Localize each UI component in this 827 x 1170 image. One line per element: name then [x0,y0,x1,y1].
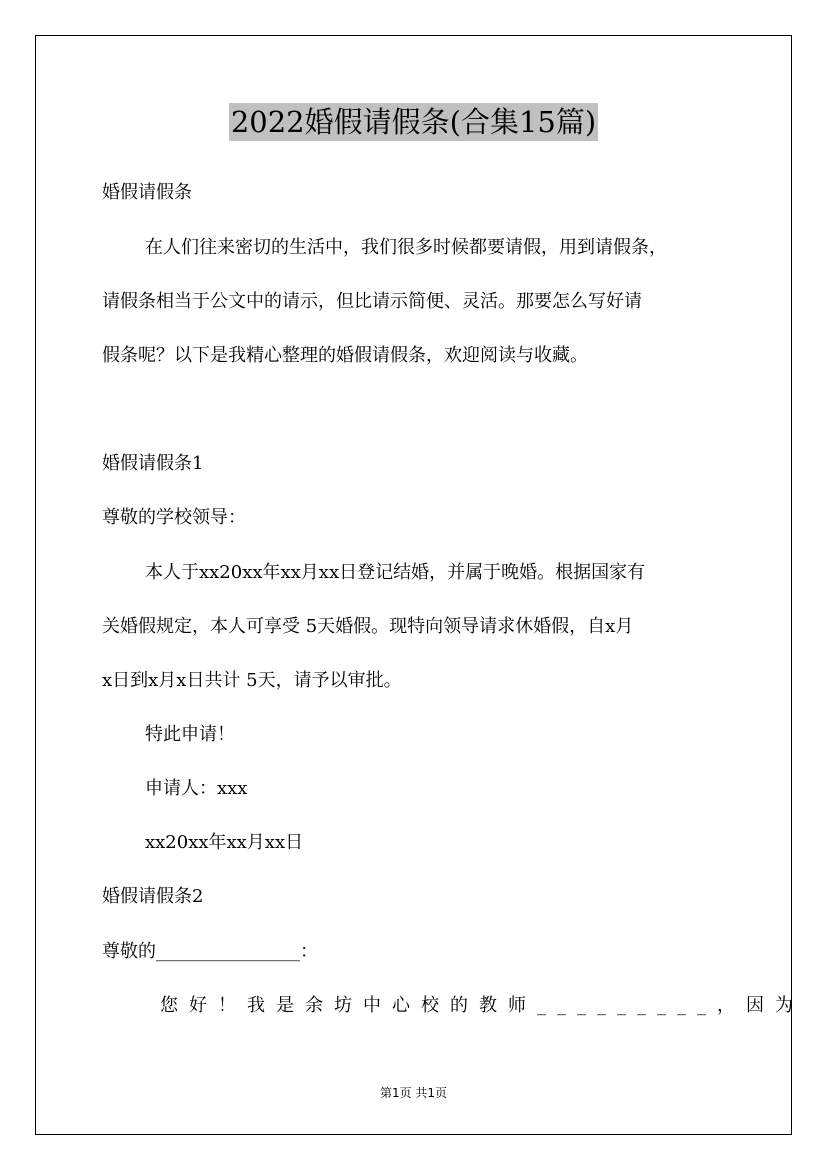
document-title-wrap [0,103,827,141]
salutation: 尊敬的________________： [102,941,318,962]
paragraph-line: x日到x月x日共计 5天，请予以审批。 [102,670,402,691]
paragraph-line: 假条呢？以下是我精心整理的婚假请假条，欢迎阅读与收藏。 [102,345,588,366]
paragraph-line: 本人于xx20xx年xx月xx日登记结婚，并属于晚婚。根据国家有 [145,562,646,583]
paragraph-line: 请假条相当于公文中的请示，但比请示简便、灵活。那要怎么写好请 [102,291,642,312]
page-footer: 第1页 共1页 [379,1086,448,1100]
section-heading: 婚假请假条 [102,182,192,203]
salutation: 尊敬的学校领导： [102,507,246,528]
document-title: 2022婚假请假条(合集15篇) [230,105,597,139]
closing-line: 特此申请！ [145,724,235,745]
applicant-line: 申请人：xxx [145,778,248,799]
paragraph-line: 在人们往来密切的生活中，我们很多时候都要请假，用到请假条， [145,237,667,258]
section-heading: 婚假请假条2 [102,886,204,907]
date-line: xx20xx年xx月xx日 [145,832,304,853]
paragraph-line: 关婚假规定，本人可享受 5天婚假。现特向领导请求休婚假，自x月 [102,616,634,637]
paragraph-line: 您好！我是余坊中心校的教师_________，因为 [160,995,804,1016]
section-heading: 婚假请假条1 [102,453,204,474]
